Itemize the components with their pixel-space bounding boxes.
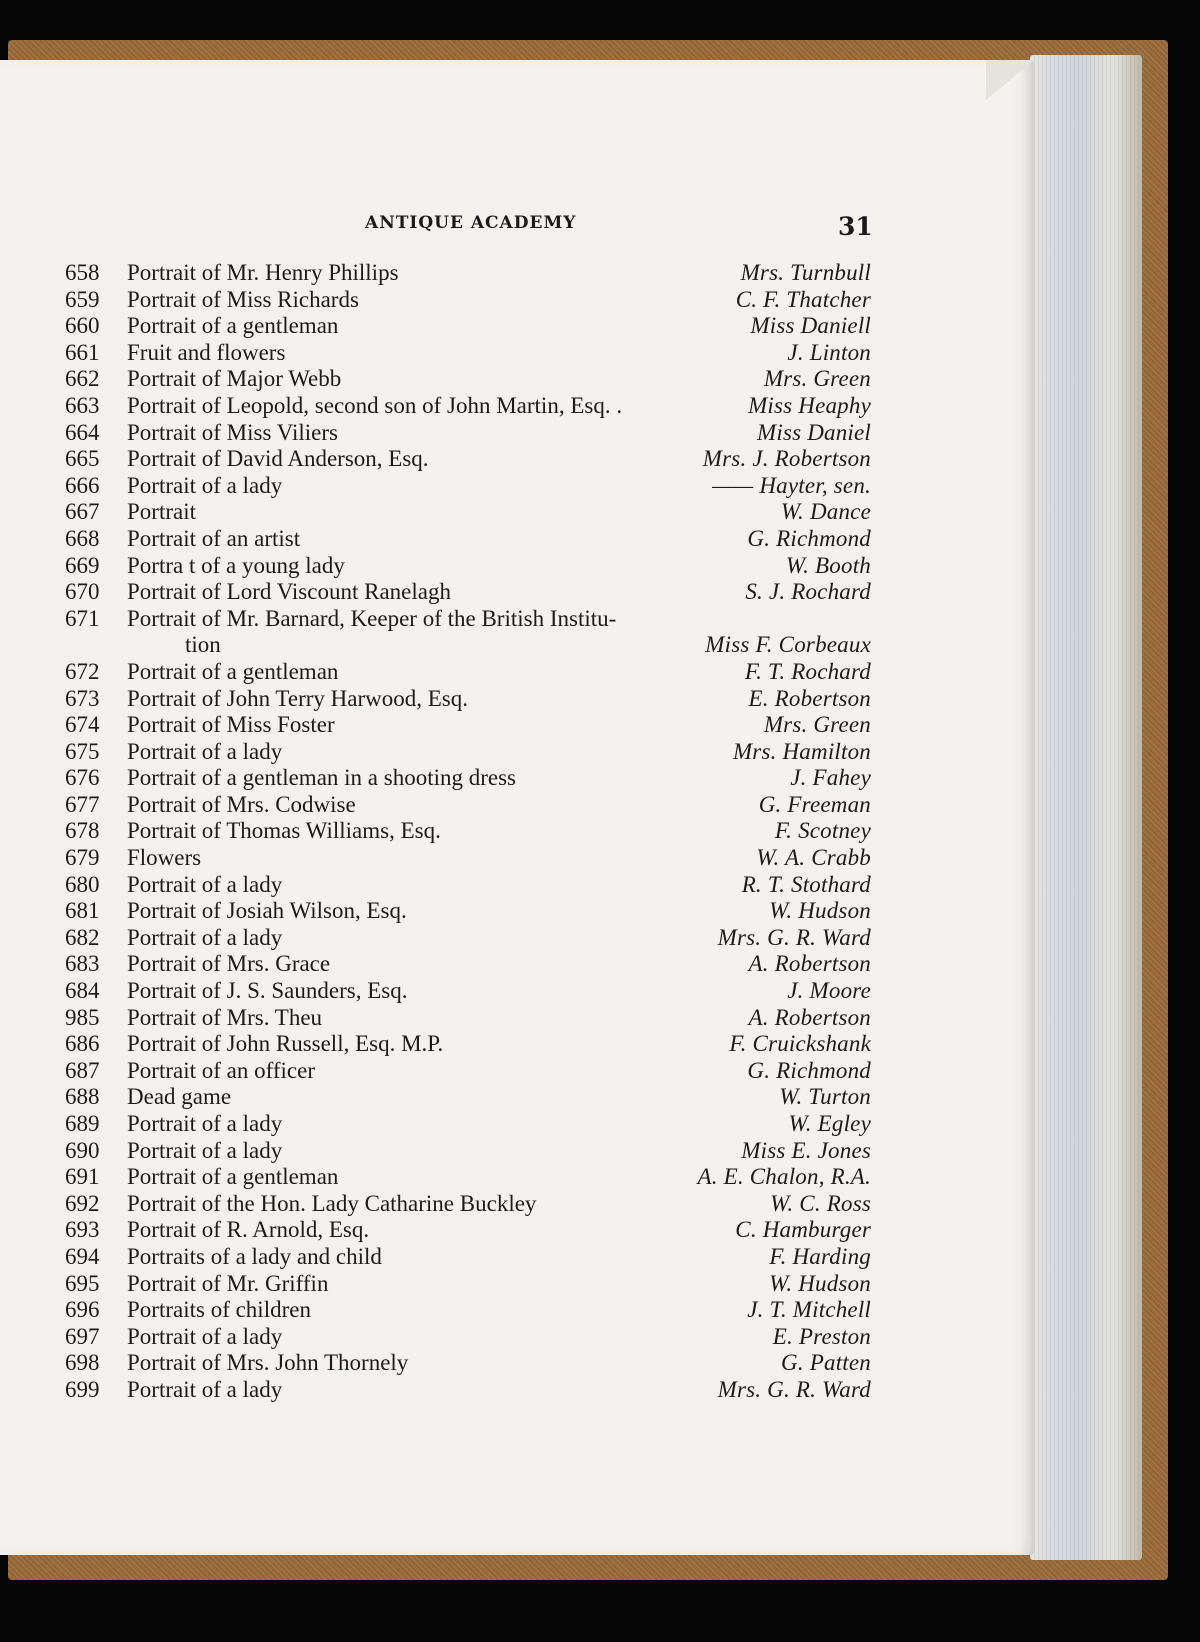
list-item (65, 499, 875, 526)
list-item (65, 792, 875, 819)
list-item (65, 1005, 875, 1032)
list-item (65, 420, 875, 447)
list-item (65, 287, 875, 314)
entry-number: 675 (65, 738, 100, 764)
entry-number: 663 (65, 392, 100, 418)
entry-artist: W. A. Crabb (756, 845, 871, 871)
list-item (65, 526, 875, 553)
entry-number: 696 (65, 1297, 100, 1323)
list-item (65, 1138, 875, 1165)
entry-title: Portrait of a lady (127, 871, 283, 897)
list-item (65, 260, 875, 287)
entry-artist: F. Scotney (774, 818, 871, 844)
entry-artist: J. Fahey (790, 765, 871, 791)
entry-number: 681 (65, 898, 100, 924)
entry-title: Portrait of Mr. Griffin (127, 1270, 329, 1296)
entry-artist: W. Turton (779, 1084, 871, 1110)
list-item (65, 393, 875, 420)
entry-number: 699 (65, 1376, 100, 1402)
entry-title: Portrait of a gentleman (127, 658, 339, 684)
entry-artist: Mrs. G. R. Ward (717, 1376, 871, 1402)
entry-artist: J. Moore (787, 978, 871, 1004)
list-item (65, 1297, 875, 1324)
entry-title: Portra t of a young lady (127, 552, 345, 578)
entry-title: Portrait of a lady (127, 924, 283, 950)
list-item (65, 1111, 875, 1138)
entry-artist: Mrs. Green (763, 712, 871, 738)
entry-number: 665 (65, 446, 100, 472)
entry-artist: C. F. Thatcher (735, 286, 871, 312)
entry-title: Portrait of John Russell, Esq. M.P. (127, 1031, 444, 1057)
entry-number: 985 (65, 1004, 100, 1030)
entry-title: Portrait of R. Arnold, Esq. (127, 1217, 370, 1243)
entry-title: Portraits of a lady and child (127, 1243, 382, 1269)
entry-number: 688 (65, 1084, 100, 1110)
entry-title: Portrait of a lady (127, 1376, 283, 1402)
list-item (65, 818, 875, 845)
entry-number: 674 (65, 712, 100, 738)
entry-number: 660 (65, 313, 100, 339)
list-item (65, 1244, 875, 1271)
entry-number: 667 (65, 499, 100, 525)
entry-artist: R. T. Stothard (741, 871, 871, 897)
entry-number: 684 (65, 978, 100, 1004)
list-item (65, 1271, 875, 1298)
list-item (65, 553, 875, 580)
entry-artist: W. Egley (788, 1111, 871, 1136)
entry-artist: F. Harding (769, 1243, 871, 1269)
list-item (65, 1350, 875, 1377)
entry-title: Portrait of Lord Viscount Ranelagh (127, 579, 451, 605)
entry-title: Portrait of Miss Viliers (127, 419, 338, 445)
entry-number: 672 (65, 658, 100, 684)
entry-number: 691 (65, 1164, 100, 1190)
entry-number: 658 (65, 260, 100, 285)
entry-artist: G. Richmond (747, 525, 871, 551)
entry-title: Portrait of a lady (127, 1111, 283, 1136)
entry-artist: C. Hamburger (735, 1217, 871, 1243)
entry-artist: Miss F. Corbeaux (705, 632, 871, 658)
entry-artist: Mrs. Turnbull (740, 260, 871, 285)
entry-number: 678 (65, 818, 100, 844)
entry-number: 693 (65, 1217, 100, 1243)
entry-title: Portrait of Mr. Barnard, Keeper of the British Institu- (127, 605, 617, 631)
entry-artist: W. Hudson (769, 898, 871, 924)
entry-title: Portrait of a lady (127, 1137, 283, 1163)
list-item (65, 872, 875, 899)
entry-title: Portrait of Miss Foster (127, 712, 335, 738)
entry-number: 664 (65, 419, 100, 445)
entry-artist: A. Robertson (748, 1004, 871, 1030)
entry-title: Flowers (127, 845, 202, 871)
entry-artist: Mrs. Hamilton (732, 738, 871, 764)
entry-number: 682 (65, 924, 100, 950)
entry-title: Portrait of an artist (127, 525, 301, 551)
entry-artist: G. Freeman (758, 791, 871, 817)
entry-number: 692 (65, 1190, 100, 1216)
list-item (65, 340, 875, 367)
list-item (65, 659, 875, 686)
entry-title: Dead game (127, 1084, 232, 1110)
list-item (65, 632, 875, 659)
entry-title: Portrait of the Hon. Lady Catharine Buckley (127, 1190, 537, 1216)
list-item (65, 845, 875, 872)
entry-artist: E. Preston (772, 1323, 871, 1349)
entry-artist: J. T. Mitchell (747, 1297, 871, 1323)
entry-number: 677 (65, 791, 100, 817)
list-item (65, 1058, 875, 1085)
entry-title: Portrait of Josiah Wilson, Esq. (127, 898, 407, 924)
entry-title: Portrait of Leopold, second son of John Martin, Esq. . (127, 392, 623, 418)
entry-artist: Mrs. J. Robertson (702, 446, 871, 472)
entry-title: Portrait of an officer (127, 1057, 315, 1083)
catalogue-list (65, 260, 875, 1404)
entry-number: 690 (65, 1137, 100, 1163)
list-item (65, 898, 875, 925)
entry-number: 680 (65, 871, 100, 897)
entry-number: 694 (65, 1243, 100, 1269)
entry-number: 683 (65, 951, 100, 977)
entry-artist: G. Patten (781, 1350, 871, 1376)
entry-artist: W. Hudson (769, 1270, 871, 1296)
entry-artist: Mrs. Green (763, 366, 871, 392)
entry-artist: Miss E. Jones (741, 1137, 871, 1163)
entry-artist: —— Hayter, sen. (712, 472, 871, 498)
entry-title: Portrait of a gentleman (127, 1164, 339, 1190)
entry-number: 697 (65, 1323, 100, 1349)
page-number: 31 (838, 212, 873, 241)
entry-title: Portrait of a gentleman (127, 313, 339, 339)
entry-artist: S. J. Rochard (745, 579, 871, 605)
entry-artist: J. Linton (787, 339, 871, 365)
entry-title: Portrait of David Anderson, Esq. (127, 446, 429, 472)
entry-artist: Mrs. G. R. Ward (717, 924, 871, 950)
entry-title: Fruit and flowers (127, 339, 286, 365)
entry-artist: G. Richmond (747, 1057, 871, 1083)
entry-number: 689 (65, 1111, 100, 1136)
entry-artist: Miss Daniell (750, 313, 871, 339)
entry-artist: A. E. Chalon, R.A. (697, 1164, 871, 1190)
list-item (65, 739, 875, 766)
entry-title: Portrait of Mrs. Theu (127, 1004, 323, 1030)
entry-artist: W. Dance (780, 499, 871, 525)
list-item (65, 1191, 875, 1218)
list-item (65, 712, 875, 739)
entry-artist: Miss Daniel (757, 419, 871, 445)
entry-number: 662 (65, 366, 100, 392)
entry-number: 695 (65, 1270, 100, 1296)
entry-title: Portrait of Mr. Henry Phillips (127, 260, 399, 285)
list-item (65, 1084, 875, 1111)
list-item (65, 1164, 875, 1191)
entry-number: 668 (65, 525, 100, 551)
entry-artist: A. Robertson (748, 951, 871, 977)
entry-title: Portrait of a gentleman in a shooting dress (127, 765, 517, 791)
entry-artist: F. Cruickshank (729, 1031, 871, 1057)
list-item (65, 473, 875, 500)
entry-artist: E. Robertson (748, 685, 871, 711)
entry-number: 671 (65, 605, 100, 631)
entry-title: tion (185, 632, 221, 658)
entry-number: 679 (65, 845, 100, 871)
list-item (65, 1031, 875, 1058)
entry-number: 670 (65, 579, 100, 605)
list-item (65, 606, 875, 633)
entry-number: 687 (65, 1057, 100, 1083)
list-item (65, 765, 875, 792)
entry-title: Portrait of a lady (127, 472, 283, 498)
list-item (65, 925, 875, 952)
entry-title: Portrait of J. S. Saunders, Esq. (127, 978, 408, 1004)
entry-artist: Miss Heaphy (748, 392, 871, 418)
entry-number: 659 (65, 286, 100, 312)
entry-artist: W. C. Ross (770, 1190, 871, 1216)
entry-number: 666 (65, 472, 100, 498)
list-item (65, 686, 875, 713)
list-item (65, 951, 875, 978)
list-item (65, 313, 875, 340)
entry-title: Portrait of a lady (127, 738, 283, 764)
entry-title: Portrait of Thomas Williams, Esq. (127, 818, 441, 844)
folded-corner (986, 60, 1034, 100)
entry-title: Portrait of Miss Richards (127, 286, 359, 312)
entry-title: Portrait of Major Webb (127, 366, 342, 392)
entry-title: Portraits of children (127, 1297, 311, 1323)
entry-title: Portrait of John Terry Harwood, Esq. (127, 685, 468, 711)
page-edges (1030, 55, 1142, 1560)
list-item (65, 366, 875, 393)
list-item (65, 1377, 875, 1404)
list-item (65, 1217, 875, 1244)
entry-number: 669 (65, 552, 100, 578)
entry-number: 661 (65, 339, 100, 365)
entry-title: Portrait of Mrs. John Thornely (127, 1350, 409, 1376)
entry-title: Portrait of a lady (127, 1323, 283, 1349)
list-item (65, 446, 875, 473)
entry-title: Portrait of Mrs. Grace (127, 951, 331, 977)
list-item (65, 978, 875, 1005)
list-item (65, 579, 875, 606)
entry-title: Portrait (127, 499, 196, 525)
list-item (65, 1324, 875, 1351)
entry-number: 698 (65, 1350, 100, 1376)
entry-number: 676 (65, 765, 100, 791)
entry-artist: F. T. Rochard (744, 658, 871, 684)
entry-number: 686 (65, 1031, 100, 1057)
entry-artist: W. Booth (785, 552, 871, 578)
entry-number: 673 (65, 685, 100, 711)
entry-title: Portrait of Mrs. Codwise (127, 791, 356, 817)
running-title: ANTIQUE ACADEMY (365, 213, 577, 233)
